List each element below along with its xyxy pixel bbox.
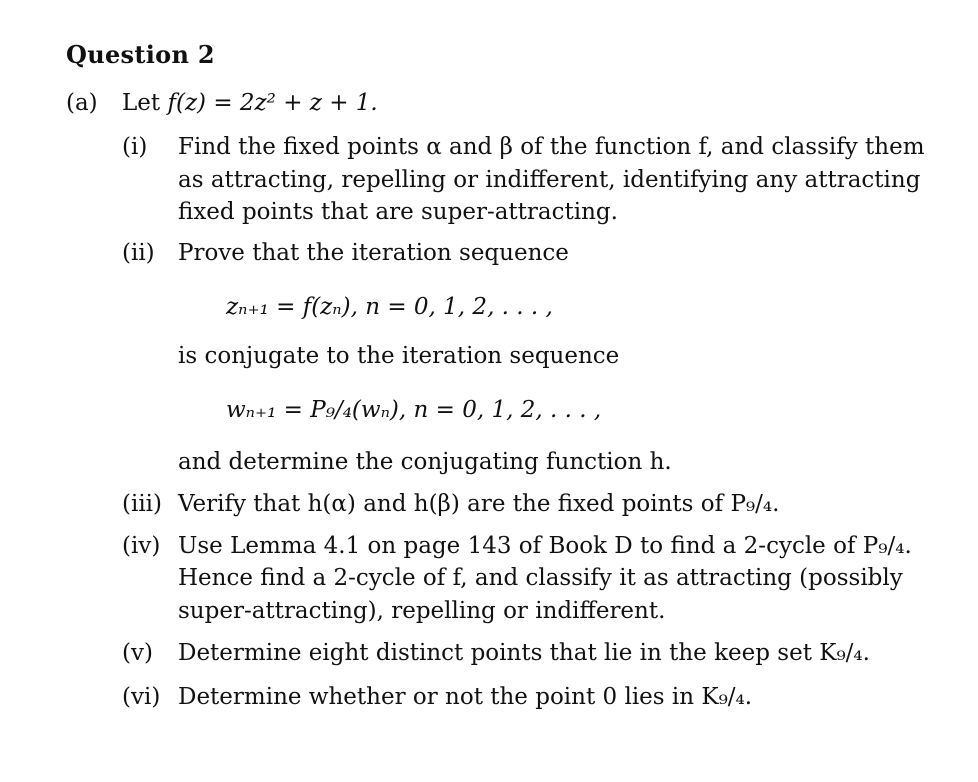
item-i-line-1: Find the fixed points α and β of the function f, and classify them [178, 134, 925, 160]
item-i-line-2: as attracting, repelling or indifferent, identifying any attracting [178, 167, 921, 193]
item-ii-equation-2: wₙ₊₁ = P₉/₄(wₙ), n = 0, 1, 2, . . . , [226, 397, 602, 423]
item-iv-line-2: Hence find a 2-cycle of f, and classify it as attracting (possibly [178, 565, 903, 591]
item-iv-line-1: Use Lemma 4.1 on page 143 of Book D to find a 2-cycle of P₉/₄. [178, 533, 912, 559]
part-a-function: f(z) = 2z² + z + 1. [167, 90, 378, 116]
item-vi-line-1: Determine whether or not the point 0 lies in K₉/₄. [178, 684, 753, 710]
item-ii-label: (ii) [122, 240, 155, 266]
item-i-line-3: fixed points that are super-attracting. [178, 199, 618, 225]
item-iii-label: (iii) [122, 491, 163, 517]
item-ii-line-1: Prove that the iteration sequence [178, 240, 569, 266]
item-ii-line-5: and determine the conjugating function h. [178, 449, 672, 475]
item-v-label: (v) [122, 640, 153, 666]
item-iv-line-3: super-attracting), repelling or indifferent. [178, 598, 666, 624]
item-iv-label: (iv) [122, 533, 161, 559]
part-a-prefix: Let [122, 90, 168, 116]
item-i-label: (i) [122, 134, 148, 160]
question-title: Question 2 [66, 40, 215, 69]
item-ii-line-3: is conjugate to the iteration sequence [178, 343, 620, 369]
item-vi-label: (vi) [122, 684, 161, 710]
part-a-label: (a) [66, 90, 98, 116]
item-ii-equation-1: zₙ₊₁ = f(zₙ), n = 0, 1, 2, . . . , [226, 294, 553, 320]
item-v-line-1: Determine eight distinct points that lie in the keep set K₉/₄. [178, 640, 870, 666]
item-iii-line-1: Verify that h(α) and h(β) are the fixed points of P₉/₄. [178, 491, 780, 517]
part-a-statement [122, 87, 378, 119]
